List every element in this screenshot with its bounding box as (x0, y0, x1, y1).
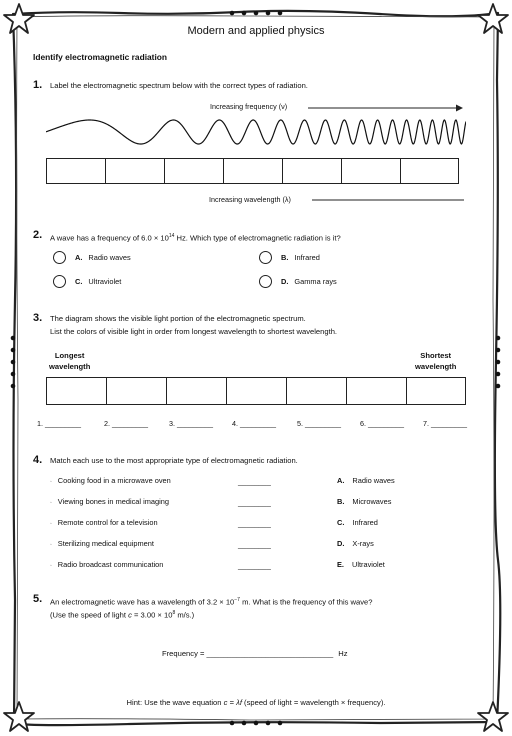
q2-option-d[interactable]: D. Gamma rays (259, 275, 337, 288)
radio-circle[interactable] (259, 275, 272, 288)
hint-text: Hint: Use the wave equation c = λf (speed of light = wavelength × frequency). (126, 698, 386, 707)
color-answer-3[interactable]: 3. _________ (169, 419, 213, 428)
color-box[interactable] (406, 377, 466, 405)
q2-option-b[interactable]: B. Infrared (259, 251, 320, 264)
page-title: Modern and applied physics (187, 25, 325, 37)
q2-text: A wave has a frequency of $6.0 \times 10^{14}$ Hz. Which type of electromagnetic radiation is it? (50, 233, 341, 243)
spectrum-box[interactable] (46, 158, 105, 184)
color-answer-1[interactable]: 1. _________ (37, 419, 81, 428)
match-blank[interactable]: ________ (238, 519, 271, 528)
q3-text-line1: The diagram shows the visible light portion of the electromagnetic spectrum. (50, 314, 306, 323)
spectrum-box[interactable] (341, 158, 400, 184)
q1-number: 1. (33, 79, 43, 91)
type-item: E. Ultraviolet (337, 560, 385, 569)
color-box[interactable] (346, 377, 406, 405)
color-answer-5[interactable]: 5. _________ (297, 419, 341, 428)
spectrum-box[interactable] (105, 158, 164, 184)
frequency-arrow (306, 103, 466, 113)
q5-number: 5. (33, 593, 43, 605)
color-answer-6[interactable]: 6. _________ (360, 419, 404, 428)
section-subtitle: Identify electromagnetic radiation (33, 52, 168, 62)
frequency-answer-blank[interactable]: ______________________________ (206, 649, 334, 658)
type-item: D. X-rays (337, 539, 374, 548)
frequency-answer: Frequency = ______________________________ Hz (162, 649, 348, 658)
color-answer-2[interactable]: 2. _________ (104, 419, 148, 428)
spectrum-box[interactable] (223, 158, 282, 184)
color-box[interactable] (226, 377, 286, 405)
q2-option-c[interactable]: C. Ultraviolet (53, 275, 121, 288)
radio-circle[interactable] (53, 251, 66, 264)
visible-spectrum-boxes (46, 377, 466, 405)
q2-number: 2. (33, 229, 43, 241)
q3-text-line2: List the colors of visible light in order from longest wavelength to shortest wavelength. (50, 327, 338, 336)
color-box[interactable] (46, 377, 106, 405)
color-box[interactable] (286, 377, 346, 405)
match-blank[interactable]: ________ (238, 540, 271, 549)
wavelength-line (310, 195, 470, 205)
em-wave-diagram (46, 116, 466, 148)
use-item: ◦ Cooking food in a microwave oven (50, 476, 171, 485)
color-answer-7[interactable]: 7. _________ (423, 419, 467, 428)
spectrum-box[interactable] (282, 158, 341, 184)
color-answer-4[interactable]: 4. _________ (232, 419, 276, 428)
q4-text: Match each use to the most appropriate type of electromagnetic radiation. (50, 456, 298, 465)
color-box[interactable] (106, 377, 166, 405)
wavelength-label: Increasing wavelength (λ) (209, 195, 291, 204)
em-spectrum-boxes (46, 158, 459, 184)
radio-circle[interactable] (259, 251, 272, 264)
type-item: C. Infrared (337, 518, 378, 527)
match-blank[interactable]: ________ (238, 498, 271, 507)
use-item: ◦ Sterilizing medical equipment (50, 539, 154, 548)
use-item: ◦ Viewing bones in medical imaging (50, 497, 169, 506)
match-blank[interactable]: ________ (238, 561, 271, 570)
shortest-label: Shortest wavelength (415, 351, 457, 371)
q5-text-line2: (Use the speed of light $c = 3.00 \times 10^8$ m/s.) (50, 610, 195, 620)
color-box[interactable] (166, 377, 226, 405)
type-item: A. Radio waves (337, 476, 395, 485)
q2-option-a[interactable]: A. Radio waves (53, 251, 131, 264)
match-blank[interactable]: ________ (238, 477, 271, 486)
use-item: ◦ Remote control for a television (50, 518, 158, 527)
type-item: B. Microwaves (337, 497, 392, 506)
spectrum-box[interactable] (400, 158, 459, 184)
radio-circle[interactable] (53, 275, 66, 288)
q1-text: Label the electromagnetic spectrum below with the correct types of radiation. (50, 81, 308, 90)
q4-number: 4. (33, 454, 43, 466)
frequency-label: Increasing frequency (ν) (210, 102, 288, 111)
q5-text-line1: An electromagnetic wave has a wavelength of $3.2 \times 10^{-7}$ m. What is the frequency of this wave? (50, 597, 373, 607)
longest-label: Longest wavelength (49, 351, 91, 371)
use-item: ◦ Radio broadcast communication (50, 560, 164, 569)
q3-number: 3. (33, 312, 43, 324)
spectrum-box[interactable] (164, 158, 223, 184)
